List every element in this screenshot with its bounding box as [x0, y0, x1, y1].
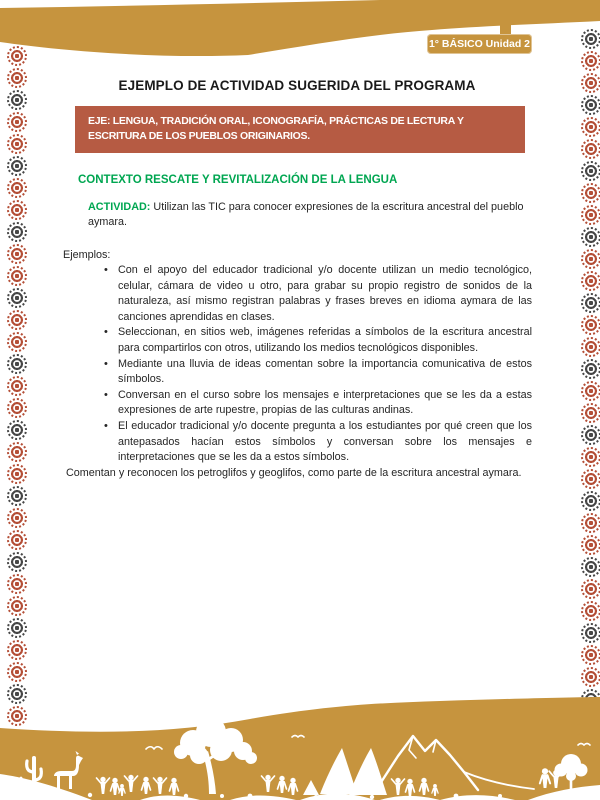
rosette-motif-icon: [7, 200, 27, 220]
activity-description: Utilizan las TIC para conocer expresiones de la escritura ancestral del pueblo aymara.: [88, 201, 524, 228]
rosette-motif-icon: [7, 112, 27, 132]
rosette-motif-icon: [581, 337, 600, 357]
rosette-motif-icon: [581, 249, 600, 269]
rosette-motif-icon: [581, 205, 600, 225]
rosette-motif-icon: [7, 310, 27, 330]
rosette-motif-icon: [581, 161, 600, 181]
rosette-motif-icon: [581, 95, 600, 115]
page-title: EJEMPLO DE ACTIVIDAD SUGERIDA DEL PROGRAMA: [118, 78, 476, 93]
rosette-motif-icon: [7, 640, 27, 660]
landscape-illustration: [0, 688, 600, 800]
bullet-item: • Conversan en el curso sobre los mensajes e interpretaciones que se les da a estas expresiones de arte rupestre, propias de las culturas andinas.: [118, 388, 532, 419]
rosette-motif-icon: [581, 601, 600, 621]
rosette-motif-icon: [7, 332, 27, 352]
activity-label: ACTIVIDAD:: [88, 201, 151, 213]
rosette-motif-icon: [581, 447, 600, 467]
rosette-motif-icon: [7, 244, 27, 264]
rosette-motif-icon: [7, 178, 27, 198]
closing-line: Comentan y reconocen los petroglifos y geoglifos, como parte de la escritura ancestral aymara.: [66, 466, 522, 479]
rosette-motif-icon: [581, 557, 600, 577]
right-border-ornament: [581, 29, 600, 711]
rosette-motif-icon: [7, 90, 27, 110]
examples-label: Ejemplos:: [63, 249, 111, 261]
rosette-motif-icon: [581, 623, 600, 643]
rosette-motif-icon: [581, 469, 600, 489]
rosette-motif-icon: [581, 667, 600, 687]
rosette-motif-icon: [581, 117, 600, 137]
unit-badge-label: 1° BÁSICO Unidad 2: [428, 38, 531, 50]
rosette-motif-icon: [581, 183, 600, 203]
rosette-motif-icon: [581, 51, 600, 71]
rosette-motif-icon: [581, 535, 600, 555]
rosette-motif-icon: [7, 662, 27, 682]
rosette-motif-icon: [581, 425, 600, 445]
rosette-motif-icon: [7, 508, 27, 528]
rosette-motif-icon: [7, 398, 27, 418]
rosette-motif-icon: [581, 579, 600, 599]
rosette-motif-icon: [7, 156, 27, 176]
bullet-item: • Con el apoyo del educador tradicional y/o docente utilizan un medio tecnológico, celular, cámara de video u otro, para grabar su propio registro de sonidos de la naturaleza, así mismo registran palabras y frases breves en idioma aymara de las canciones aprendidas en clases.: [118, 263, 532, 325]
rosette-motif-icon: [7, 574, 27, 594]
rosette-motif-icon: [581, 73, 600, 93]
rosette-motif-icon: [7, 222, 27, 242]
examples-list: [62, 263, 532, 466]
bullet-item: • El educador tradicional y/o docente pregunta a los estudiantes por qué creen que los antepasados hacían estos símbolos y conversan sobre los mensajes e interpretaciones que se les da a estos símbolos.: [118, 419, 532, 466]
rosette-motif-icon: [581, 29, 600, 49]
rosette-motif-icon: [581, 645, 600, 665]
rosette-motif-icon: [581, 315, 600, 335]
context-heading: CONTEXTO RESCATE Y REVITALIZACIÓN DE LA LENGUA: [78, 174, 398, 186]
rosette-motif-icon: [581, 227, 600, 247]
rosette-motif-icon: [581, 359, 600, 379]
rosette-motif-icon: [7, 376, 27, 396]
rosette-motif-icon: [7, 354, 27, 374]
rosette-motif-icon: [7, 420, 27, 440]
rosette-motif-icon: [7, 552, 27, 572]
eje-banner-text: EJE: LENGUA, TRADICIÓN ORAL, ICONOGRAFÍA, PRÁCTICAS DE LECTURA Y ESCRITURA DE LOS PUEBLOS ORIGINARIOS.: [88, 115, 464, 142]
rosette-motif-icon: [7, 288, 27, 308]
rosette-motif-icon: [7, 596, 27, 616]
rosette-motif-icon: [7, 442, 27, 462]
rosette-motif-icon: [7, 618, 27, 638]
rosette-motif-icon: [581, 271, 600, 291]
rosette-motif-icon: [581, 513, 600, 533]
rosette-motif-icon: [7, 266, 27, 286]
rosette-motif-icon: [581, 139, 600, 159]
rosette-motif-icon: [581, 381, 600, 401]
activity-line: [88, 200, 532, 230]
main-content: [62, 0, 532, 481]
rosette-motif-icon: [7, 68, 27, 88]
bullet-item: • Mediante una lluvia de ideas comentan sobre la importancia comunicativa de estos símbolos.: [118, 357, 532, 388]
rosette-motif-icon: [7, 486, 27, 506]
left-border-ornament: [7, 46, 27, 728]
rosette-motif-icon: [581, 293, 600, 313]
rosette-motif-icon: [7, 134, 27, 154]
rosette-motif-icon: [7, 530, 27, 550]
rosette-motif-icon: [581, 491, 600, 511]
eje-banner: [75, 106, 525, 153]
bullet-item: • Seleccionan, en sitios web, imágenes referidas a símbolos de la escritura ancestral para compartirlos con otros, utilizando los medios tecnológicos disponibles.: [118, 325, 532, 356]
rosette-motif-icon: [581, 403, 600, 423]
rosette-motif-icon: [7, 464, 27, 484]
rosette-motif-icon: [7, 46, 27, 66]
